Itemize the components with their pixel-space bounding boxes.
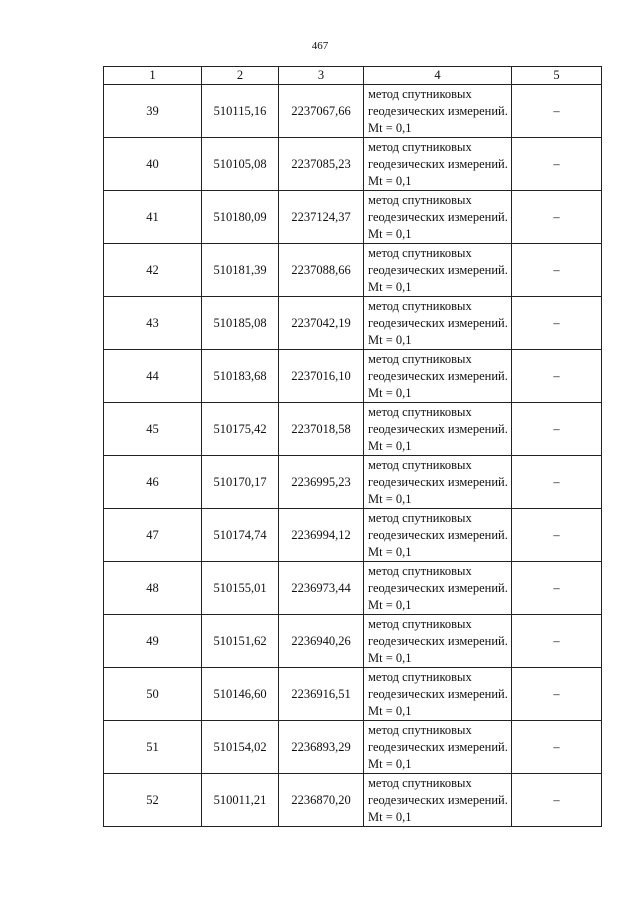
point-number-cell: 40 (104, 138, 202, 191)
x-coordinate-cell: 510180,09 (202, 191, 279, 244)
point-number-cell: 47 (104, 509, 202, 562)
y-coordinate-cell: 2236870,20 (279, 774, 364, 827)
y-coordinate-cell: 2237016,10 (279, 350, 364, 403)
table-row (104, 562, 602, 615)
point-number-cell: 48 (104, 562, 202, 615)
method-cell: метод спутниковых геодезических измерений. Mt = 0,1 (364, 138, 512, 191)
point-number-cell: 46 (104, 456, 202, 509)
x-coordinate-cell: 510185,08 (202, 297, 279, 350)
y-coordinate-cell: 2236973,44 (279, 562, 364, 615)
point-number-cell: 45 (104, 403, 202, 456)
method-cell: метод спутниковых геодезических измерений. Mt = 0,1 (364, 721, 512, 774)
x-coordinate-cell: 510105,08 (202, 138, 279, 191)
x-coordinate-cell: 510011,21 (202, 774, 279, 827)
point-number-cell: 49 (104, 615, 202, 668)
x-coordinate-cell: 510181,39 (202, 244, 279, 297)
table-row (104, 244, 602, 297)
point-number-cell: 50 (104, 668, 202, 721)
note-cell: – (512, 456, 602, 509)
x-coordinate-cell: 510183,68 (202, 350, 279, 403)
table-row (104, 721, 602, 774)
x-coordinate-cell: 510175,42 (202, 403, 279, 456)
y-coordinate-cell: 2236916,51 (279, 668, 364, 721)
y-coordinate-cell: 2236893,29 (279, 721, 364, 774)
method-cell: метод спутниковых геодезических измерений. Mt = 0,1 (364, 350, 512, 403)
table-row (104, 668, 602, 721)
note-cell: – (512, 509, 602, 562)
note-cell: – (512, 668, 602, 721)
column-header-5: 5 (512, 67, 602, 85)
table-row (104, 191, 602, 244)
table-row (104, 297, 602, 350)
y-coordinate-cell: 2237018,58 (279, 403, 364, 456)
method-cell: метод спутниковых геодезических измерений. Mt = 0,1 (364, 668, 512, 721)
note-cell: – (512, 615, 602, 668)
column-header-1: 1 (104, 67, 202, 85)
y-coordinate-cell: 2237088,66 (279, 244, 364, 297)
table-row (104, 350, 602, 403)
method-cell: метод спутниковых геодезических измерений. Mt = 0,1 (364, 403, 512, 456)
point-number-cell: 41 (104, 191, 202, 244)
y-coordinate-cell: 2236994,12 (279, 509, 364, 562)
y-coordinate-cell: 2237042,19 (279, 297, 364, 350)
y-coordinate-cell: 2237085,23 (279, 138, 364, 191)
x-coordinate-cell: 510146,60 (202, 668, 279, 721)
method-cell: метод спутниковых геодезических измерений. Mt = 0,1 (364, 562, 512, 615)
point-number-cell: 52 (104, 774, 202, 827)
method-cell: метод спутниковых геодезических измерений. Mt = 0,1 (364, 615, 512, 668)
x-coordinate-cell: 510115,16 (202, 85, 279, 138)
point-number-cell: 51 (104, 721, 202, 774)
table-row (104, 456, 602, 509)
note-cell: – (512, 244, 602, 297)
column-header-2: 2 (202, 67, 279, 85)
note-cell: – (512, 297, 602, 350)
method-cell: метод спутниковых геодезических измерений. Mt = 0,1 (364, 297, 512, 350)
y-coordinate-cell: 2237067,66 (279, 85, 364, 138)
header-row (104, 67, 602, 85)
table-row (104, 509, 602, 562)
column-header-4: 4 (364, 67, 512, 85)
point-number-cell: 42 (104, 244, 202, 297)
method-cell: метод спутниковых геодезических измерений. Mt = 0,1 (364, 774, 512, 827)
x-coordinate-cell: 510151,62 (202, 615, 279, 668)
table-row (104, 403, 602, 456)
table-row (104, 138, 602, 191)
x-coordinate-cell: 510155,01 (202, 562, 279, 615)
point-number-cell: 44 (104, 350, 202, 403)
coordinates-table (103, 66, 602, 827)
note-cell: – (512, 774, 602, 827)
note-cell: – (512, 562, 602, 615)
note-cell: – (512, 403, 602, 456)
x-coordinate-cell: 510174,74 (202, 509, 279, 562)
method-cell: метод спутниковых геодезических измерений. Mt = 0,1 (364, 456, 512, 509)
x-coordinate-cell: 510154,02 (202, 721, 279, 774)
y-coordinate-cell: 2236940,26 (279, 615, 364, 668)
method-cell: метод спутниковых геодезических измерений. Mt = 0,1 (364, 509, 512, 562)
method-cell: метод спутниковых геодезических измерений. Mt = 0,1 (364, 85, 512, 138)
note-cell: – (512, 138, 602, 191)
note-cell: – (512, 721, 602, 774)
column-header-3: 3 (279, 67, 364, 85)
note-cell: – (512, 350, 602, 403)
x-coordinate-cell: 510170,17 (202, 456, 279, 509)
note-cell: – (512, 85, 602, 138)
page-number: 467 (311, 40, 329, 52)
y-coordinate-cell: 2236995,23 (279, 456, 364, 509)
method-cell: метод спутниковых геодезических измерений. Mt = 0,1 (364, 244, 512, 297)
y-coordinate-cell: 2237124,37 (279, 191, 364, 244)
table-row (104, 615, 602, 668)
method-cell: метод спутниковых геодезических измерений. Mt = 0,1 (364, 191, 512, 244)
point-number-cell: 39 (104, 85, 202, 138)
table-row (104, 774, 602, 827)
note-cell: – (512, 191, 602, 244)
point-number-cell: 43 (104, 297, 202, 350)
table-row (104, 85, 602, 138)
